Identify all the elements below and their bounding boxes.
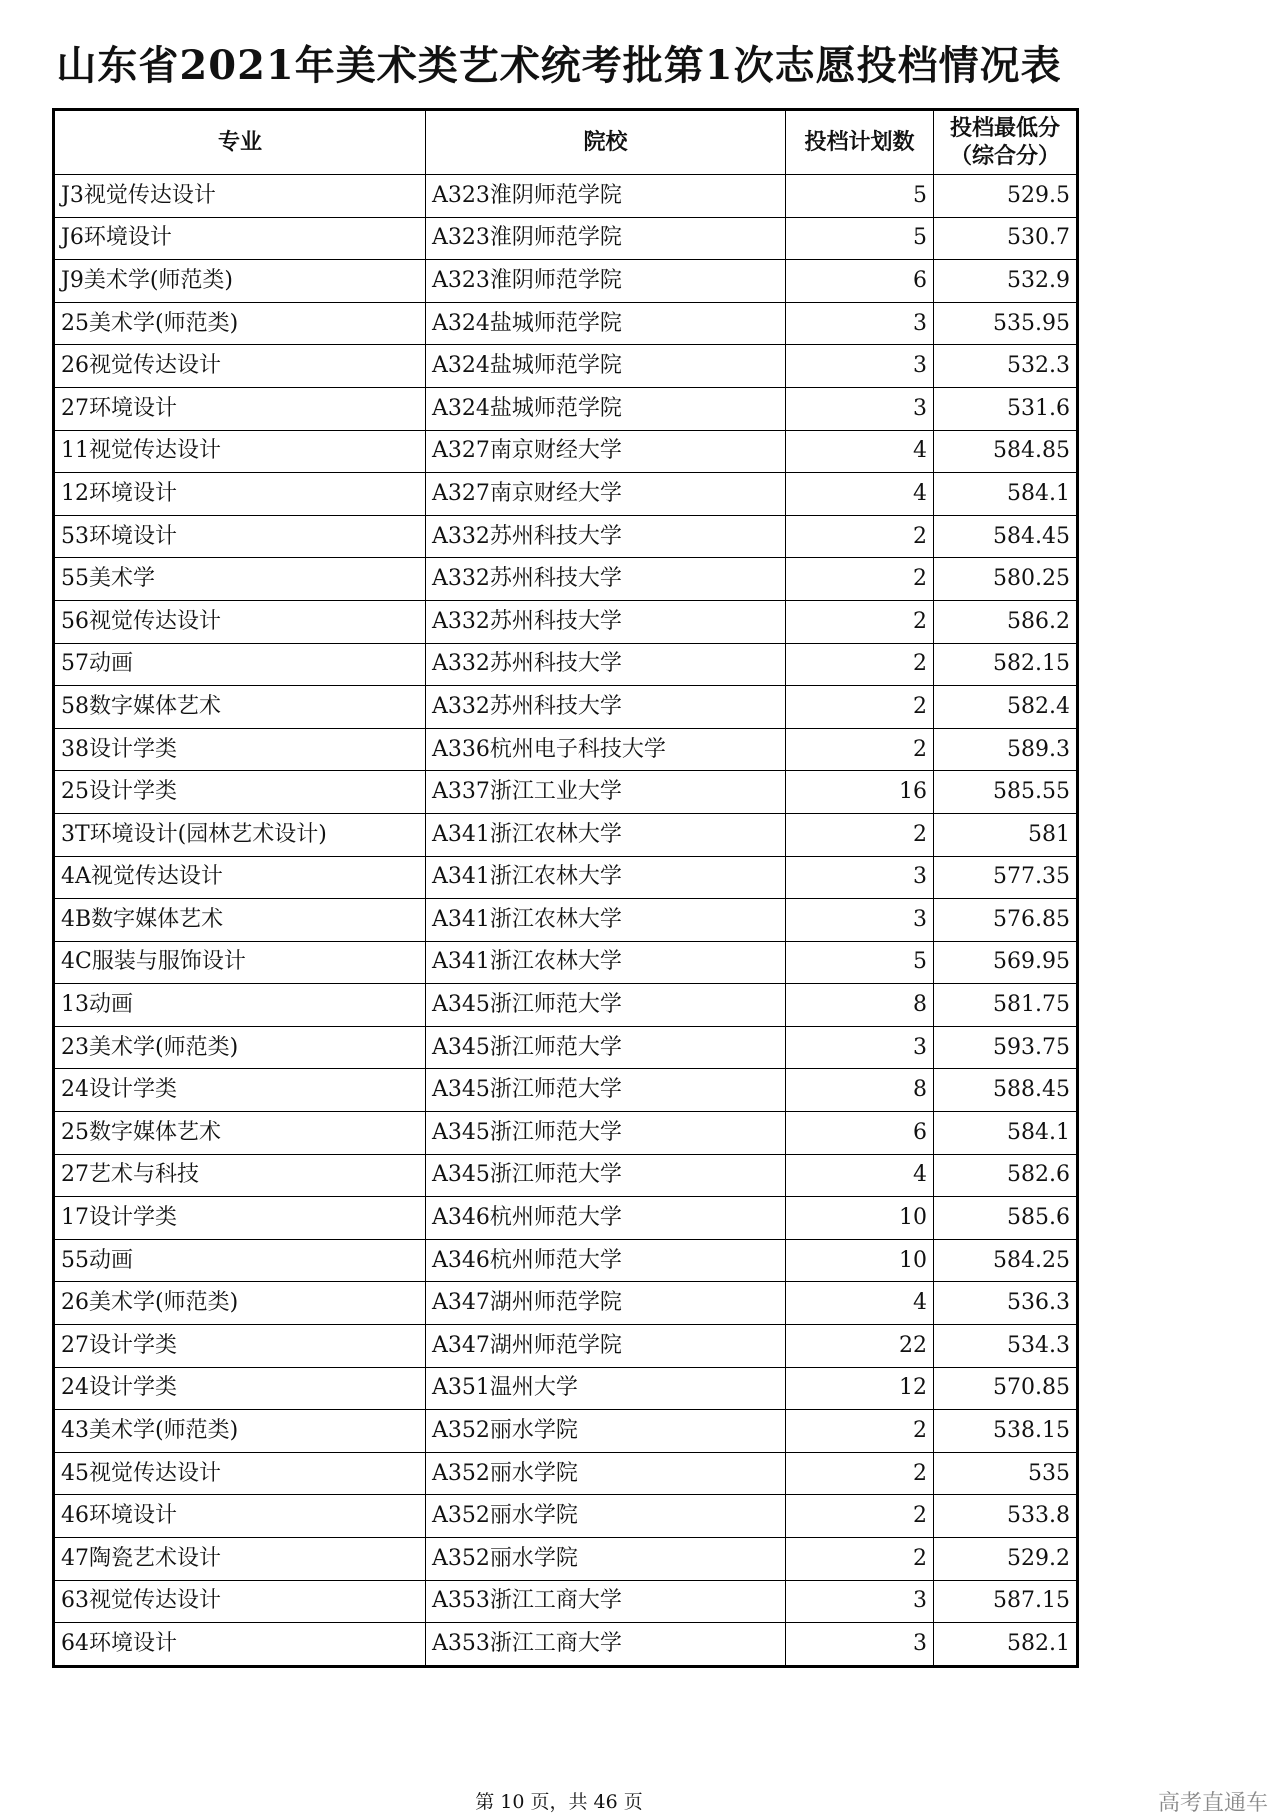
cell-major: 25设计学类 xyxy=(54,771,426,814)
cell-plan: 3 xyxy=(786,1026,934,1069)
cell-major: 25数字媒体艺术 xyxy=(54,1112,426,1155)
cell-plan: 4 xyxy=(786,1154,934,1197)
cell-plan: 2 xyxy=(786,813,934,856)
table-row xyxy=(54,558,1078,601)
page-footer: 第 10 页，共 46 页 xyxy=(475,1791,643,1813)
cell-school: A341浙江农林大学 xyxy=(426,856,786,899)
cell-min-score: 586.2 xyxy=(934,600,1078,643)
cell-plan: 2 xyxy=(786,728,934,771)
cell-major: 43美术学(师范类) xyxy=(54,1410,426,1453)
cell-major: 64环境设计 xyxy=(54,1623,426,1667)
cell-min-score: 593.75 xyxy=(934,1026,1078,1069)
cell-major: 13动画 xyxy=(54,984,426,1027)
cell-major: 24设计学类 xyxy=(54,1069,426,1112)
cell-school: A323淮阴师范学院 xyxy=(426,260,786,303)
cell-min-score: 538.15 xyxy=(934,1410,1078,1453)
table-row xyxy=(54,728,1078,771)
cell-major: 3T环境设计(园林艺术设计) xyxy=(54,813,426,856)
cell-school: A336杭州电子科技大学 xyxy=(426,728,786,771)
cell-major: 26美术学(师范类) xyxy=(54,1282,426,1325)
cell-min-score: 588.45 xyxy=(934,1069,1078,1112)
table-row xyxy=(54,1112,1078,1155)
cell-school: A352丽水学院 xyxy=(426,1495,786,1538)
cell-school: A345浙江师范大学 xyxy=(426,984,786,1027)
cell-major: 45视觉传达设计 xyxy=(54,1452,426,1495)
cell-plan: 3 xyxy=(786,856,934,899)
table-row xyxy=(54,600,1078,643)
table-header-row xyxy=(54,110,1078,175)
watermark: 高考直通车 xyxy=(1157,1791,1268,1816)
cell-school: A345浙江师范大学 xyxy=(426,1026,786,1069)
cell-plan: 3 xyxy=(786,899,934,942)
cell-plan: 5 xyxy=(786,175,934,218)
table-row xyxy=(54,1154,1078,1197)
table-row xyxy=(54,387,1078,430)
table-row xyxy=(54,1495,1078,1538)
cell-major: 11视觉传达设计 xyxy=(54,430,426,473)
header-min-score xyxy=(934,110,1078,175)
header-school: 院校 xyxy=(426,110,786,175)
cell-min-score: 531.6 xyxy=(934,387,1078,430)
cell-plan: 3 xyxy=(786,1580,934,1623)
cell-min-score: 570.85 xyxy=(934,1367,1078,1410)
cell-min-score: 534.3 xyxy=(934,1325,1078,1368)
table-row xyxy=(54,643,1078,686)
table-row xyxy=(54,771,1078,814)
cell-plan: 2 xyxy=(786,1495,934,1538)
cell-min-score: 576.85 xyxy=(934,899,1078,942)
header-major: 专业 xyxy=(54,110,426,175)
cell-min-score: 582.4 xyxy=(934,686,1078,729)
cell-school: A332苏州科技大学 xyxy=(426,515,786,558)
table-row xyxy=(54,1197,1078,1240)
cell-min-score: 536.3 xyxy=(934,1282,1078,1325)
cell-min-score: 585.6 xyxy=(934,1197,1078,1240)
cell-major: 38设计学类 xyxy=(54,728,426,771)
cell-plan: 2 xyxy=(786,1410,934,1453)
cell-school: A341浙江农林大学 xyxy=(426,813,786,856)
cell-min-score: 532.3 xyxy=(934,345,1078,388)
header-min-score-line2: （综合分） xyxy=(949,143,1060,169)
cell-major: 46环境设计 xyxy=(54,1495,426,1538)
cell-min-score: 577.35 xyxy=(934,856,1078,899)
cell-major: 24设计学类 xyxy=(54,1367,426,1410)
cell-plan: 2 xyxy=(786,1452,934,1495)
cell-school: A332苏州科技大学 xyxy=(426,558,786,601)
cell-school: A351温州大学 xyxy=(426,1367,786,1410)
table-row xyxy=(54,899,1078,942)
cell-school: A341浙江农林大学 xyxy=(426,941,786,984)
cell-school: A347湖州师范学院 xyxy=(426,1282,786,1325)
table-row xyxy=(54,813,1078,856)
cell-min-score: 529.2 xyxy=(934,1538,1078,1581)
page-title: 山东省2021年美术类艺术统考批第1次志愿投档情况表 xyxy=(56,42,1062,89)
cell-school: A352丽水学院 xyxy=(426,1410,786,1453)
table-row xyxy=(54,1282,1078,1325)
cell-plan: 4 xyxy=(786,473,934,516)
cell-major: 4B数字媒体艺术 xyxy=(54,899,426,942)
cell-school: A345浙江师范大学 xyxy=(426,1112,786,1155)
cell-major: 17设计学类 xyxy=(54,1197,426,1240)
table-row xyxy=(54,515,1078,558)
cell-min-score: 569.95 xyxy=(934,941,1078,984)
cell-plan: 3 xyxy=(786,387,934,430)
table-row xyxy=(54,1580,1078,1623)
header-min-score-line1: 投档最低分 xyxy=(949,115,1060,141)
cell-school: A327南京财经大学 xyxy=(426,430,786,473)
cell-plan: 5 xyxy=(786,217,934,260)
cell-major: 57动画 xyxy=(54,643,426,686)
cell-min-score: 581 xyxy=(934,813,1078,856)
cell-major: J3视觉传达设计 xyxy=(54,175,426,218)
cell-plan: 12 xyxy=(786,1367,934,1410)
cell-school: A327南京财经大学 xyxy=(426,473,786,516)
admission-table xyxy=(52,108,1079,1668)
cell-major: 4A视觉传达设计 xyxy=(54,856,426,899)
cell-plan: 6 xyxy=(786,1112,934,1155)
cell-major: J9美术学(师范类) xyxy=(54,260,426,303)
cell-min-score: 589.3 xyxy=(934,728,1078,771)
cell-plan: 3 xyxy=(786,302,934,345)
cell-plan: 4 xyxy=(786,430,934,473)
cell-major: 27设计学类 xyxy=(54,1325,426,1368)
cell-major: 26视觉传达设计 xyxy=(54,345,426,388)
cell-major: 27环境设计 xyxy=(54,387,426,430)
cell-min-score: 581.75 xyxy=(934,984,1078,1027)
cell-plan: 10 xyxy=(786,1239,934,1282)
cell-min-score: 530.7 xyxy=(934,217,1078,260)
cell-school: A324盐城师范学院 xyxy=(426,345,786,388)
table-row xyxy=(54,1069,1078,1112)
cell-major: 12环境设计 xyxy=(54,473,426,516)
cell-school: A323淮阴师范学院 xyxy=(426,175,786,218)
cell-plan: 3 xyxy=(786,1623,934,1667)
table-row xyxy=(54,217,1078,260)
cell-school: A353浙江工商大学 xyxy=(426,1580,786,1623)
cell-min-score: 535.95 xyxy=(934,302,1078,345)
cell-school: A341浙江农林大学 xyxy=(426,899,786,942)
cell-major: 27艺术与科技 xyxy=(54,1154,426,1197)
cell-min-score: 584.45 xyxy=(934,515,1078,558)
cell-plan: 2 xyxy=(786,600,934,643)
cell-min-score: 580.25 xyxy=(934,558,1078,601)
cell-plan: 2 xyxy=(786,558,934,601)
cell-major: 4C服装与服饰设计 xyxy=(54,941,426,984)
table-row xyxy=(54,1026,1078,1069)
header-plan: 投档计划数 xyxy=(786,110,934,175)
cell-plan: 22 xyxy=(786,1325,934,1368)
cell-min-score: 582.6 xyxy=(934,1154,1078,1197)
cell-plan: 6 xyxy=(786,260,934,303)
cell-plan: 10 xyxy=(786,1197,934,1240)
cell-plan: 8 xyxy=(786,984,934,1027)
cell-min-score: 582.15 xyxy=(934,643,1078,686)
cell-min-score: 587.15 xyxy=(934,1580,1078,1623)
cell-major: 53环境设计 xyxy=(54,515,426,558)
cell-min-score: 584.1 xyxy=(934,473,1078,516)
cell-plan: 16 xyxy=(786,771,934,814)
cell-min-score: 584.1 xyxy=(934,1112,1078,1155)
cell-min-score: 535 xyxy=(934,1452,1078,1495)
cell-major: 56视觉传达设计 xyxy=(54,600,426,643)
cell-plan: 2 xyxy=(786,643,934,686)
cell-school: A324盐城师范学院 xyxy=(426,387,786,430)
cell-major: 55动画 xyxy=(54,1239,426,1282)
cell-plan: 2 xyxy=(786,686,934,729)
table-row xyxy=(54,260,1078,303)
cell-school: A352丽水学院 xyxy=(426,1538,786,1581)
cell-plan: 5 xyxy=(786,941,934,984)
table-body xyxy=(54,175,1078,1667)
cell-plan: 3 xyxy=(786,345,934,388)
table-row xyxy=(54,1367,1078,1410)
table-row xyxy=(54,1538,1078,1581)
table-row xyxy=(54,1410,1078,1453)
cell-min-score: 584.85 xyxy=(934,430,1078,473)
cell-school: A332苏州科技大学 xyxy=(426,643,786,686)
table-row xyxy=(54,1325,1078,1368)
cell-school: A347湖州师范学院 xyxy=(426,1325,786,1368)
table-row xyxy=(54,856,1078,899)
cell-school: A345浙江师范大学 xyxy=(426,1069,786,1112)
cell-min-score: 582.1 xyxy=(934,1623,1078,1667)
table-row xyxy=(54,941,1078,984)
table-row xyxy=(54,1239,1078,1282)
table-row xyxy=(54,345,1078,388)
cell-major: 23美术学(师范类) xyxy=(54,1026,426,1069)
cell-major: 58数字媒体艺术 xyxy=(54,686,426,729)
cell-school: A346杭州师范大学 xyxy=(426,1197,786,1240)
cell-major: 47陶瓷艺术设计 xyxy=(54,1538,426,1581)
table-row xyxy=(54,302,1078,345)
cell-school: A332苏州科技大学 xyxy=(426,686,786,729)
cell-school: A324盐城师范学院 xyxy=(426,302,786,345)
cell-school: A346杭州师范大学 xyxy=(426,1239,786,1282)
cell-school: A337浙江工业大学 xyxy=(426,771,786,814)
table-row xyxy=(54,473,1078,516)
cell-plan: 2 xyxy=(786,515,934,558)
table-row xyxy=(54,1623,1078,1667)
cell-school: A352丽水学院 xyxy=(426,1452,786,1495)
cell-major: 25美术学(师范类) xyxy=(54,302,426,345)
table-row xyxy=(54,1452,1078,1495)
cell-school: A323淮阴师范学院 xyxy=(426,217,786,260)
cell-plan: 4 xyxy=(786,1282,934,1325)
cell-major: 55美术学 xyxy=(54,558,426,601)
cell-min-score: 529.5 xyxy=(934,175,1078,218)
cell-school: A332苏州科技大学 xyxy=(426,600,786,643)
cell-min-score: 532.9 xyxy=(934,260,1078,303)
cell-min-score: 584.25 xyxy=(934,1239,1078,1282)
cell-min-score: 533.8 xyxy=(934,1495,1078,1538)
cell-major: J6环境设计 xyxy=(54,217,426,260)
cell-plan: 8 xyxy=(786,1069,934,1112)
cell-school: A345浙江师范大学 xyxy=(426,1154,786,1197)
table-row xyxy=(54,686,1078,729)
cell-plan: 2 xyxy=(786,1538,934,1581)
cell-min-score: 585.55 xyxy=(934,771,1078,814)
table-row xyxy=(54,430,1078,473)
table-row xyxy=(54,984,1078,1027)
cell-major: 63视觉传达设计 xyxy=(54,1580,426,1623)
cell-school: A353浙江工商大学 xyxy=(426,1623,786,1667)
table-row xyxy=(54,175,1078,218)
